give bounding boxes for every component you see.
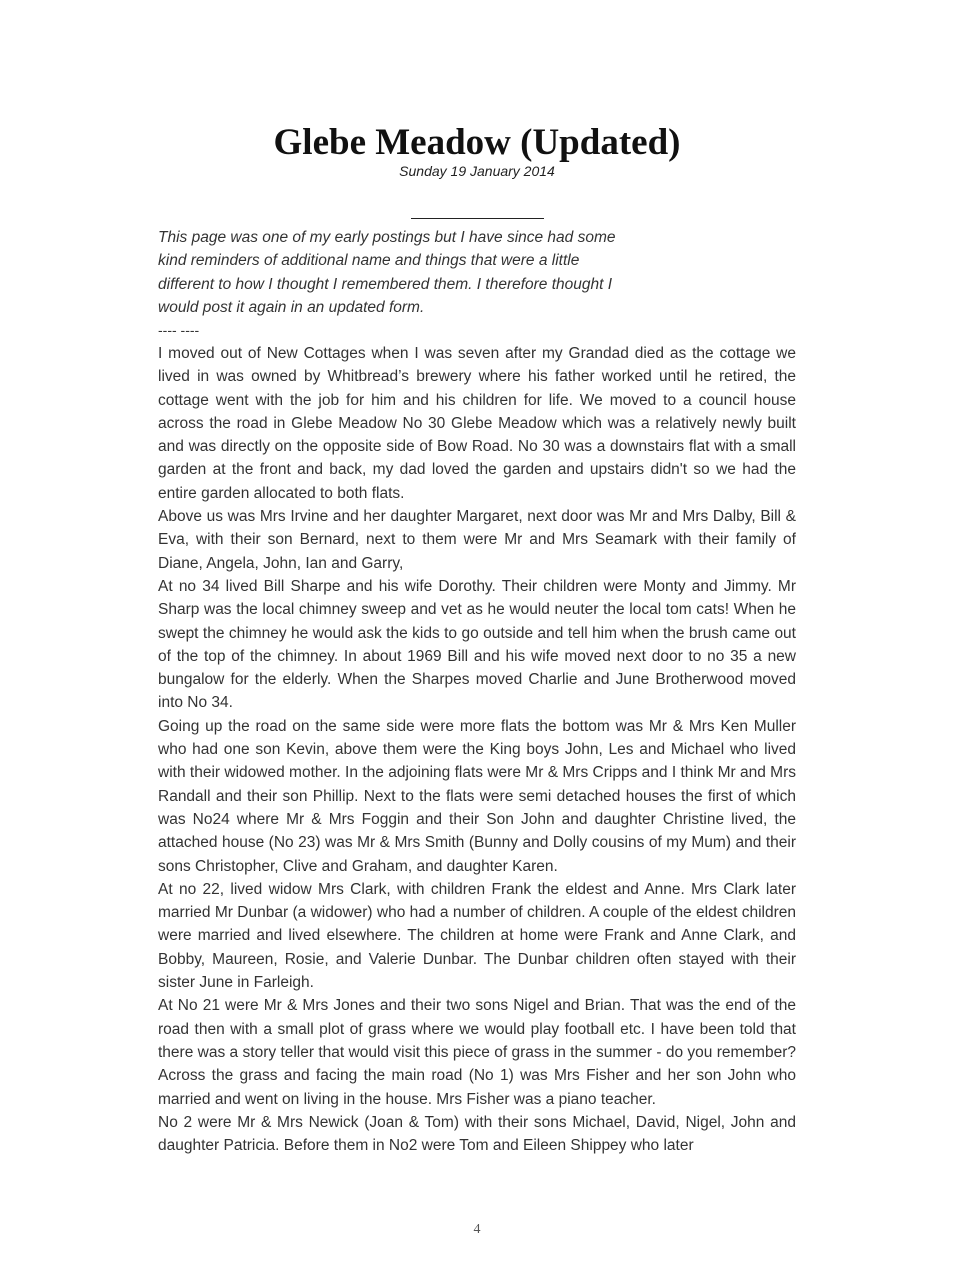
page-number: 4 [473,1222,481,1237]
paragraph: At No 21 were Mr & Mrs Jones and their two sons Nigel and Brian. That was the end of the road then with a small plot of grass where we would play football etc. I have been told that there was a story teller that would visit this piece of grass in the summer - do you remember? Across the grass and facing the main road (No 1) was Mrs Fisher and her son John who married and went on living in the house. Mrs Fisher was a piano teacher. [158,997,796,1108]
intro-note [158,226,634,319]
paragraph: Above us was Mrs Irvine and her daughter Margaret, next door was Mr and Mrs Dalby, Bill & Eva, with their son Bernard, next to them were Mr and Mrs Seamark with their family of Diane, Angela, John, Ian and Garry, [158,508,796,572]
intro-text: This page was one of my early postings but I have since had some kind reminders of additional name and things that were a little different to how I thought I remembered them. I therefore thought I would post it again in an updated form. [158,229,616,316]
divider [411,218,544,219]
post-date: Sunday 19 January 2014 [399,163,555,179]
paragraph: Going up the road on the same side were more flats the bottom was Mr & Mrs Ken Muller who had one son Kevin, above them were the King boys John, Les and Michael who lived with their widowed mother. In the adjoining flats were Mr & Mrs Cripps and I think Mr and Mrs Randall and their son Phillip. Next to the flats were semi detached houses the first of which was No24 where Mr & Mrs Foggin and their Son John and daughter Christine lived, the attached house (No 23) was Mr & Mrs Smith (Bunny and Dolly cousins of my Mum) and their sons Christopher, Clive and Graham, and daughter Karen. [158,717,796,875]
page-title: Glebe Meadow (Updated) [273,122,681,163]
article-body [158,342,796,1157]
paragraph: No 2 were Mr & Mrs Newick (Joan & Tom) with their sons Michael, David, Nigel, John and daughter Patricia. Before them in No2 were Tom and Eileen Shippey who later [158,1113,796,1155]
paragraph: I moved out of New Cottages when I was seven after my Grandad died as the cottage we lived in was owned by Whitbread’s brewery where his father worked until he retired, the cottage went with the job for him and his children for life. We moved to a council house across the road in Glebe Meadow No 30 Glebe Meadow which was a relatively newly built and was directly on the opposite side of Bow Road. No 30 was a downstairs flat with a small garden at the front and back, my dad loved the garden and upstairs didn't so we had the entire garden allocated to both flats. [158,345,796,502]
section-separator: ---- ---- [158,322,200,338]
paragraph: At no 22, lived widow Mrs Clark, with children Frank the eldest and Anne. Mrs Clark later married Mr Dunbar (a widower) who had a number of children. A couple of the eldest children were married and lived elsewhere. The children at home were Frank and Anne Clark, and Bobby, Maureen, Rosie, and Valerie Dunbar. The Dunbar children often stayed with their sister June in Farleigh. [158,880,796,992]
paragraph: At no 34 lived Bill Sharpe and his wife Dorothy. Their children were Monty and Jimmy. Mr Sharp was the local chimney sweep and vet as he would neuter the local tom cats! When he swept the chimney he would ask the kids to go outside and tell him when the brush came out of the top of the chimney. In about 1969 Bill and his wife moved next door to no 35 a new bungalow for the elderly. When the Sharpes moved Charlie and June Brotherwood moved into No 34. [158,577,796,712]
